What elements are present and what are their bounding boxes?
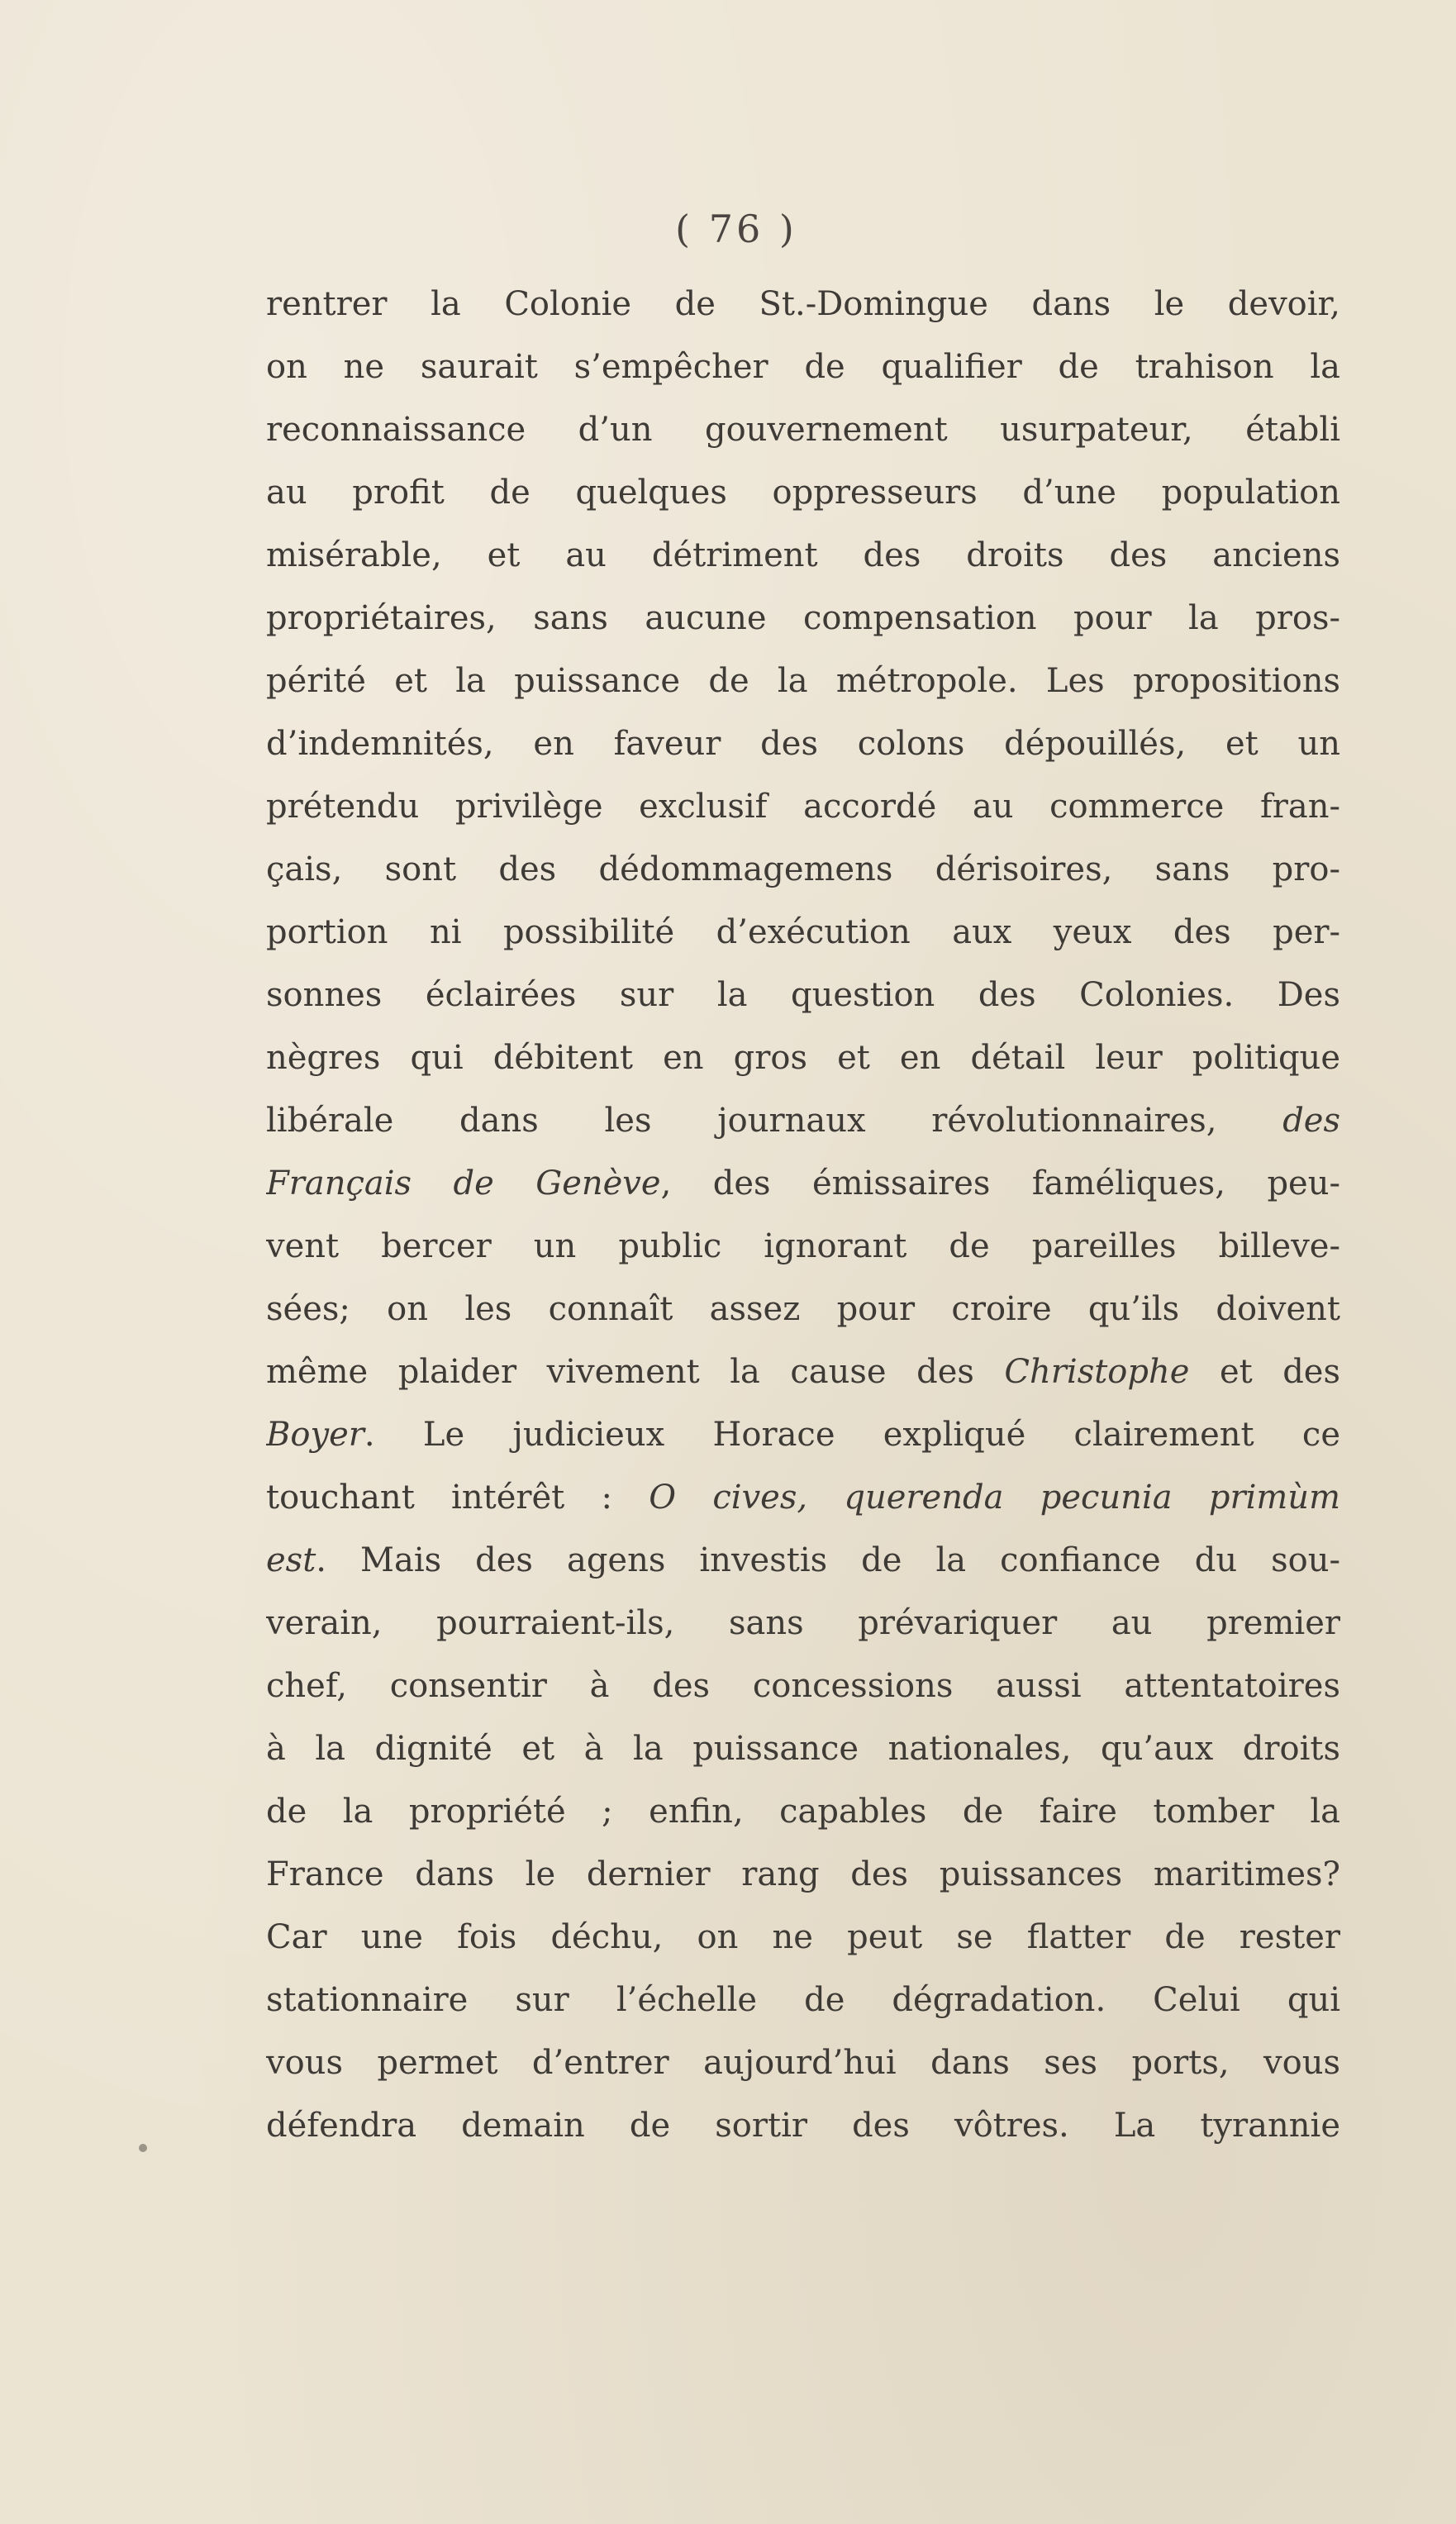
text-segment: libérale dans les journaux révolutionnaires, <box>266 1102 1283 1140</box>
text-segment: verain, pourraient-ils, sans prévariquer au premier <box>266 1604 1340 1642</box>
text-line <box>266 1969 1340 2031</box>
text-line <box>266 524 1340 587</box>
italic-text: O cives, querenda pecunia primùm <box>649 1479 1340 1517</box>
text-segment: sées; on les connaît assez pour croire qu’ils doivent <box>266 1290 1340 1328</box>
italic-text: est <box>266 1541 316 1579</box>
text-line <box>266 273 1340 336</box>
text-line <box>266 1843 1340 1906</box>
text-segment: rentrer la Colonie de St.-Domingue dans le devoir, <box>266 285 1340 323</box>
text-segment: d’indemnités, en faveur des colons dépouillés, et un <box>266 725 1340 763</box>
text-segment: nègres qui débitent en gros et en détail leur politique <box>266 1039 1340 1077</box>
text-line <box>266 1026 1340 1089</box>
text-line <box>266 1089 1340 1152</box>
text-line <box>266 964 1340 1026</box>
text-line <box>266 1592 1340 1655</box>
text-segment: périté et la puissance de la métropole. Les propositions <box>266 662 1340 700</box>
text-line <box>266 1278 1340 1341</box>
text-line <box>266 1403 1340 1466</box>
text-segment: même plaider vivement la cause des <box>266 1353 1005 1391</box>
text-segment: au profit de quelques oppresseurs d’une population <box>266 474 1340 512</box>
text-line <box>266 775 1340 838</box>
text-segment: prétendu privilège exclusif accordé au commerce fran- <box>266 788 1340 826</box>
text-segment: vent bercer un public ignorant de pareilles billeve- <box>266 1227 1340 1265</box>
italic-text: Christophe <box>1004 1353 1190 1391</box>
text-line <box>266 901 1340 964</box>
text-line <box>266 1655 1340 1717</box>
text-segment: çais, sont des dédommagemens dérisoires, sans pro- <box>266 850 1340 888</box>
text-line <box>266 1341 1340 1403</box>
text-segment: , des émissaires faméliques, peu- <box>660 1164 1340 1202</box>
italic-text: des <box>1282 1102 1340 1140</box>
italic-text: Boyer <box>266 1416 364 1454</box>
text-segment: de la propriété ; enfin, capables de faire tomber la <box>266 1793 1340 1831</box>
text-segment: à la dignité et à la puissance nationales, qu’aux droits <box>266 1730 1340 1768</box>
text-segment: défendra demain de sortir des vôtres. La tyrannie <box>266 2107 1340 2145</box>
text-line <box>266 587 1340 650</box>
text-line <box>266 461 1340 524</box>
text-line <box>266 1466 1340 1529</box>
italic-text: Français de Genève <box>266 1164 661 1202</box>
text-line <box>266 1906 1340 1969</box>
text-segment: touchant intérêt : <box>266 1479 649 1517</box>
text-line <box>266 838 1340 901</box>
text-line <box>266 2094 1340 2157</box>
text-segment: portion ni possibilité d’exécution aux yeux des per- <box>266 913 1340 951</box>
text-line <box>266 1215 1340 1278</box>
text-line <box>266 1152 1340 1215</box>
text-segment: sonnes éclairées sur la question des Colonies. Des <box>266 976 1340 1014</box>
text-segment: chef, consentir à des concessions aussi attentatoires <box>266 1667 1340 1705</box>
text-segment: . Le judicieux Horace expliqué clairement ce <box>364 1416 1340 1454</box>
text-segment: reconnaissance d’un gouvernement usurpateur, établi <box>266 411 1340 449</box>
text-line <box>266 1780 1340 1843</box>
page-number: ( 76 ) <box>675 207 797 251</box>
text-segment: on ne saurait s’empêcher de qualifier de trahison la <box>266 348 1340 386</box>
text-line <box>266 398 1340 461</box>
text-line <box>266 336 1340 398</box>
text-segment: misérable, et au détriment des droits des anciens <box>266 536 1340 574</box>
ink-spot-icon <box>139 2144 147 2152</box>
text-segment: et des <box>1189 1353 1340 1391</box>
text-segment: Car une fois déchu, on ne peut se flatter de rester <box>266 1918 1340 1956</box>
text-line <box>266 2031 1340 2094</box>
text-segment: propriétaires, sans aucune compensation pour la pros- <box>266 599 1340 637</box>
text-segment: vous permet d’entrer aujourd’hui dans ses ports, vous <box>266 2044 1340 2082</box>
text-line <box>266 712 1340 775</box>
text-segment: stationnaire sur l’échelle de dégradation. Celui qui <box>266 1981 1340 2019</box>
text-segment: France dans le dernier rang des puissances maritimes? <box>266 1855 1340 1893</box>
text-line <box>266 1529 1340 1592</box>
body-text <box>266 273 1340 2157</box>
text-segment: . Mais des agens investis de la confiance du sou- <box>316 1541 1340 1579</box>
text-line <box>266 1717 1340 1780</box>
text-line <box>266 650 1340 712</box>
